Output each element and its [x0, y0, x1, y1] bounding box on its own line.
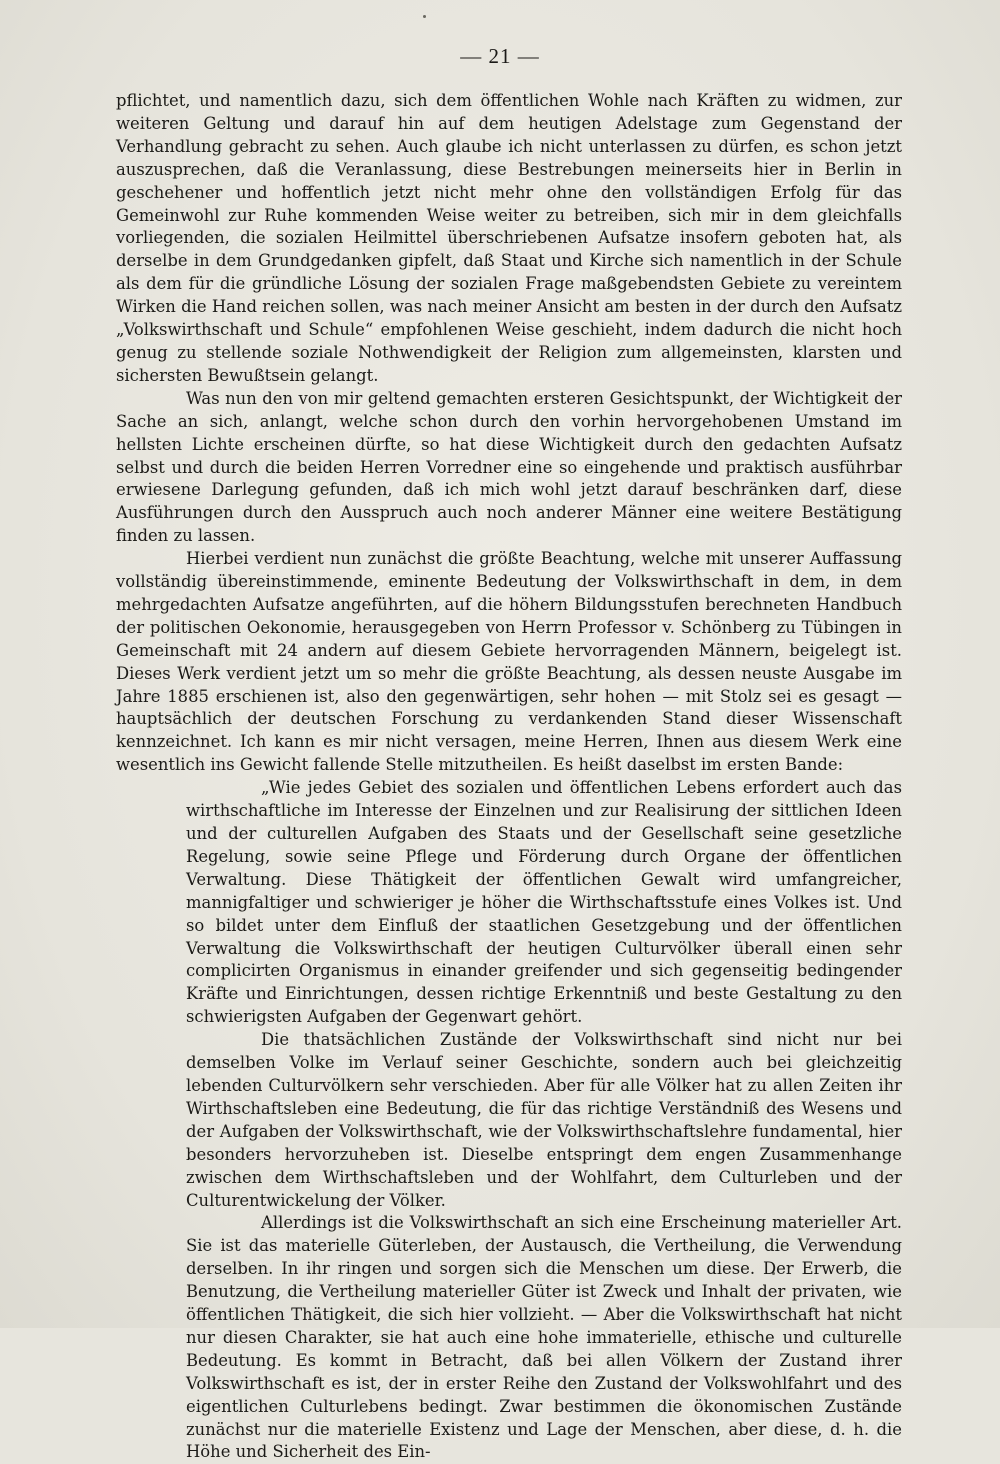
block-quote: [116, 777, 902, 1464]
paragraph: Was nun den von mir geltend gemachten ersteren Gesichtspunkt, der Wichtigkeit der Sache an sich, anlangt, welche schon durch den vorhin hervorgehobenen Umstand im hellsten Lichte erscheinen dürfte, so hat diese Wichtigkeit durch den gedachten Aufsatz selbst und durch die beiden Herren Vorredner eine so eingehende und praktisch ausführbar erwiesene Darlegung gefunden, daß ich mich wohl jetzt darauf beschränken darf, diese Ausführungen durch den Ausspruch auch noch anderer Männer eine weitere Bestätigung finden zu lassen.: [116, 388, 902, 546]
paragraph: Hierbei verdient nun zunächst die größte Beachtung, welche mit unserer Auffassung vollständig übereinstimmende, eminente Bedeutung der Volkswirthschaft in dem, in dem mehrgedachten Aufsatze angeführten, auf die höhern Bildungsstufen berechneten Handbuch der politischen Oekonomie, herausgegeben von Herrn Professor v. Schönberg zu Tübingen in Gemeinschaft mit 24 andern auf diesem Gebiete hervorragenden Männern, beigelegt ist. Dieses Werk verdient jetzt um so mehr die größte Beachtung, als dessen neuste Ausgabe im Jahre 1885 erschienen ist, also den gegenwärtigen, sehr hohen — mit Stolz sei es gesagt — hauptsächlich der deutschen Forschung zu verdankenden Stand dieser Wissenschaft kennzeichnet. Ich kann es mir nicht versagen, meine Herren, Ihnen aus diesem Werk eine wesentlich ins Gewicht fallende Stelle mitzutheilen. Es heißt daselbst im ersten Bande:: [116, 549, 902, 775]
quote-paragraph: Allerdings ist die Volkswirthschaft an sich eine Erscheinung materieller Art. Sie ist das materielle Güterleben, der Austausch, die Vertheilung, die Verwendung derselben. In ihr ringen und sorgen sich die Menschen um diese. Der Erwerb, die Benutzung, die Vertheilung materieller Güter ist Zweck und Inhalt der privaten, wie öffentlichen Thätigkeit, die sich hier vollzieht. — Aber die Volkswirthschaft hat nicht nur diesen Charakter, sie hat auch eine hohe immaterielle, ethische und culturelle Bedeutung. Es kommt in Betracht, daß bei allen Völkern der Zustand ihrer Volkswirthschaft es ist, der in erster Reihe den Zustand der Volkswohlfahrt und des eigentlichen Culturlebens bedingt. Zwar bestimmen die ökonomischen Zustände zunächst nur die materielle Existenz und Lage der Menschen, aber diese, d. h. die Höhe und Sicherheit des Ein-: [186, 1213, 902, 1462]
quote-paragraph: Die thatsächlichen Zustände der Volkswirthschaft sind nicht nur bei demselben Volke im Verlauf seiner Geschichte, sondern auch bei gleichzeitig lebenden Culturvölkern sehr verschieden. Aber für alle Völker hat zu allen Zeiten ihr Wirthschaftsleben eine Bedeutung, die für das richtige Verständniß des Wesens und der Aufgaben der Volkswirthschaft, wie der Volkswirthschaftslehre fundamental, hier besonders hervorzuheben ist. Dieselbe entspringt dem engen Zusammenhange zwischen dem Wirthschaftsleben und der Wohlfahrt, dem Culturleben und der Culturentwickelung der Völker.: [186, 1030, 902, 1210]
print-speck: [423, 15, 426, 18]
paragraph-continued: pflichtet, und namentlich dazu, sich dem öffentlichen Wohle nach Kräften zu widmen, zur weiteren Geltung und darauf hin auf dem heutigen Adelstage zum Gegenstand der Verhandlung gebracht zu sehen. Auch glaube ich nicht unterlassen zu dürfen, es schon jetzt auszusprechen, daß die Veranlassung, diese Bestrebungen meinerseits hier in Berlin in geschehener und hoffentlich jetzt nicht mehr ohne den vollständigen Erfolg für das Gemeinwohl zur Ruhe kommenden Weise weiter zu betreiben, sich mir in dem gleichfalls vorliegenden, die sozialen Heilmittel überschriebenen Aufsatze insofern geboten hat, als derselbe in dem Grundgedanken gipfelt, daß Staat und Kirche sich namentlich in der Schule als dem für die gründliche Lösung der sozialen Frage maßgebendsten Gebiete zu vereintem Wirken die Hand reichen sollen, was nach meiner Ansicht am besten in der durch den Aufsatz „Volkswirthschaft und Schule“ empfohlenen Weise geschieht, indem dadurch die nicht hoch genug zu stellende soziale Nothwendigkeit der Religion zum allgemeinsten, klarsten und sichersten Bewußtsein gelangt.: [116, 91, 902, 385]
body-text: [116, 90, 902, 1464]
page-number: — 21 —: [460, 44, 540, 68]
quote-paragraph: „Wie jedes Gebiet des sozialen und öffentlichen Lebens erfordert auch das wirthschaftliche im Interesse der Einzelnen und zur Realisirung der sittlichen Ideen und der culturellen Aufgaben des Staats und der Gesellschaft seine gesetzliche Regelung, sowie seine Pflege und Förderung durch Organe der öffentlichen Verwaltung. Diese Thätigkeit der öffentlichen Gewalt wird umfangreicher, mannigfaltiger und schwieriger je höher die Wirthschaftsstufe eines Volkes ist. Und so bildet unter dem Einfluß der staatlichen Gesetzgebung und der öffentlichen Verwaltung die Volkswirthschaft der heutigen Culturvölker überall einen sehr complicirten Organismus in einander greifender und sich gegenseitig bedingender Kräfte und Einrichtungen, dessen richtige Erkenntniß und beste Gestaltung zu den schwierigsten Aufgaben der Gegenwart gehört.: [186, 778, 902, 1027]
